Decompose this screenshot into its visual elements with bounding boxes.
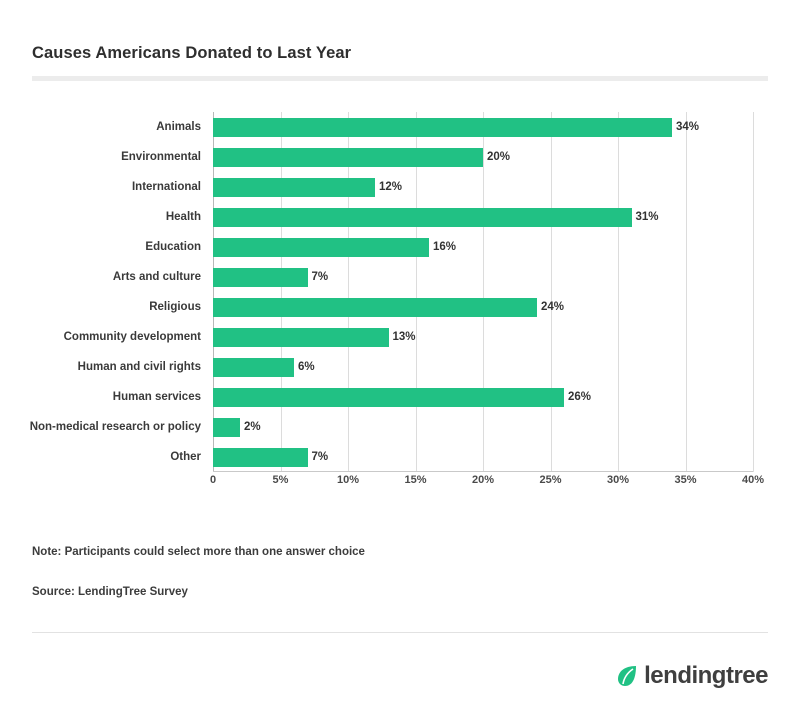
bar [213,358,294,377]
x-tick-label: 10% [336,474,360,486]
lendingtree-logo [616,662,768,690]
bar-row [131,172,753,202]
x-tick-label: 25% [539,474,562,486]
bar [213,418,240,437]
bar [213,268,308,287]
bar-row [165,202,753,232]
category-label: Arts and culture [112,271,201,283]
bar [213,238,429,257]
gridline-40 [753,112,754,472]
x-axis-ticks [209,474,765,494]
title-divider [32,76,768,81]
bar-row [156,112,753,142]
category-label: Animals [156,121,201,133]
bar [213,388,564,407]
bar-row [77,352,753,382]
bar [213,448,308,467]
bar-value-label: 12% [379,181,403,193]
bar-value-label: 13% [392,331,416,343]
bar [213,148,483,167]
category-label: Health [165,211,201,223]
bar-value-label: 2% [244,421,261,433]
bar-row [112,262,753,292]
category-label: Human and civil rights [77,361,201,373]
bar-chart [29,112,768,510]
bar-row [29,412,753,442]
chart-note: Note: Participants could select more than one answer choice [32,546,365,558]
x-tick-label: 5% [272,474,289,486]
bar [213,208,632,227]
bar [213,178,375,197]
bar-value-label: 26% [568,391,592,403]
bar-value-label: 34% [676,121,700,133]
category-label: International [131,181,201,193]
logo-text: lendingtree [644,662,768,689]
bar-value-label: 31% [635,211,659,223]
bar [213,118,672,137]
leaf-icon [616,664,638,688]
bar [213,298,537,317]
bar-value-label: 7% [311,271,329,283]
footer-divider [32,632,768,633]
chart-source: Source: LendingTree Survey [32,586,188,598]
bar-row [121,142,753,172]
bar-row [145,232,753,262]
bar [213,328,389,347]
plot-area [29,112,765,502]
bar-row [149,292,753,322]
bar-value-label: 6% [298,361,315,373]
x-tick-label: 40% [741,474,765,486]
category-label: Human services [112,391,201,403]
bar-rows [29,112,753,472]
category-label: Other [170,451,201,463]
category-label: Religious [149,301,201,313]
bar-row [112,382,753,412]
bar-row [170,442,753,472]
x-tick-label: 20% [471,474,495,486]
category-label: Environmental [121,151,201,163]
x-tick-label: 15% [404,474,427,486]
category-label: Education [145,241,201,253]
bar-row [63,322,753,352]
page-title: Causes Americans Donated to Last Year [32,44,352,62]
bar-value-label: 20% [487,151,511,163]
category-label: Non-medical research or policy [29,421,201,433]
x-tick-label: 0 [209,474,217,486]
x-tick-label: 30% [606,474,630,486]
bar-value-label: 7% [311,451,329,463]
x-tick-label: 35% [674,474,697,486]
bar-value-label: 24% [541,301,565,313]
category-label: Community development [63,331,201,343]
bar-value-label: 16% [433,241,457,253]
